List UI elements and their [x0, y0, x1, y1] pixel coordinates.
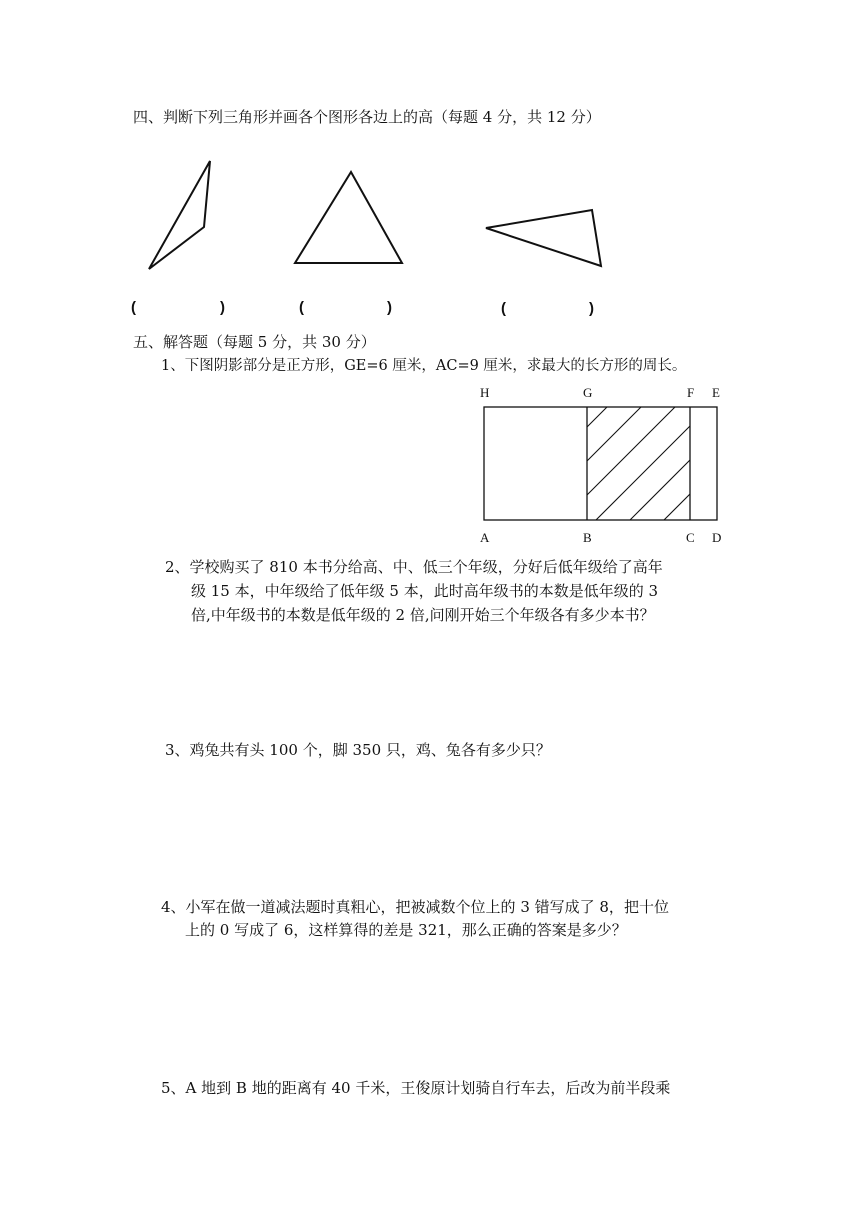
- problem-3-text: 3、鸡兔共有头 100 个，脚 350 只，鸡、兔各有多少只？: [165, 741, 551, 759]
- scalene-triangle: [486, 210, 601, 266]
- label-c: C: [686, 530, 695, 545]
- label-f: F: [687, 385, 695, 400]
- outer-rectangle: [484, 407, 717, 520]
- problem-5-text: 5、A 地到 B 地的距离有 40 千米，王俊原计划骑自行车去，后改为前半段乘: [161, 1079, 671, 1097]
- rectangle-diagram: [484, 407, 717, 520]
- section-5-heading: 五、解答题（每题 5 分，共 30 分）: [133, 333, 376, 351]
- label-a: A: [480, 530, 490, 545]
- label-g: G: [583, 385, 593, 400]
- answer-blank-3-close: ): [589, 300, 594, 317]
- problem-2-line-3: 倍,中年级书的本数是低年级的 2 倍,问刚开始三个年级各有多少本书？: [191, 606, 655, 624]
- section-4-heading: 四、判断下列三角形并画各个图形各边上的高（每题 4 分，共 12 分）: [133, 108, 601, 126]
- problem-4-line-1: 4、小军在做一道减法题时真粗心，把被减数个位上的 3 错写成了 8，把十位: [161, 898, 669, 916]
- answer-blank-2-close: ): [387, 299, 392, 316]
- acute-triangle: [295, 172, 402, 263]
- problem-2-line-2: 级 15 本，中年级给了低年级 5 本，此时高年级书的本数是低年级的 3: [191, 582, 659, 600]
- problem-1-text: 1、下图阴影部分是正方形，GE=6 厘米，AC=9 厘米，求最大的长方形的周长。: [161, 358, 687, 374]
- obtuse-triangle: [149, 161, 210, 269]
- label-b: B: [583, 530, 592, 545]
- answer-blank-2-open: (: [299, 299, 304, 316]
- problem-2-line-1: 2、学校购买了 810 本书分给高、中、低三个年级，分好后低年级给了高年: [165, 558, 663, 576]
- problem-4-line-2: 上的 0 写成了 6，这样算得的差是 321，那么正确的答案是多少？: [185, 921, 627, 939]
- label-h: H: [480, 385, 490, 400]
- answer-blank-1-close: ): [220, 299, 225, 316]
- answer-blank-3-open: (: [501, 300, 506, 317]
- label-e: E: [712, 385, 720, 400]
- answer-blank-1-open: (: [131, 299, 136, 316]
- label-d: D: [712, 530, 722, 545]
- shaded-square-hatch: [587, 407, 690, 520]
